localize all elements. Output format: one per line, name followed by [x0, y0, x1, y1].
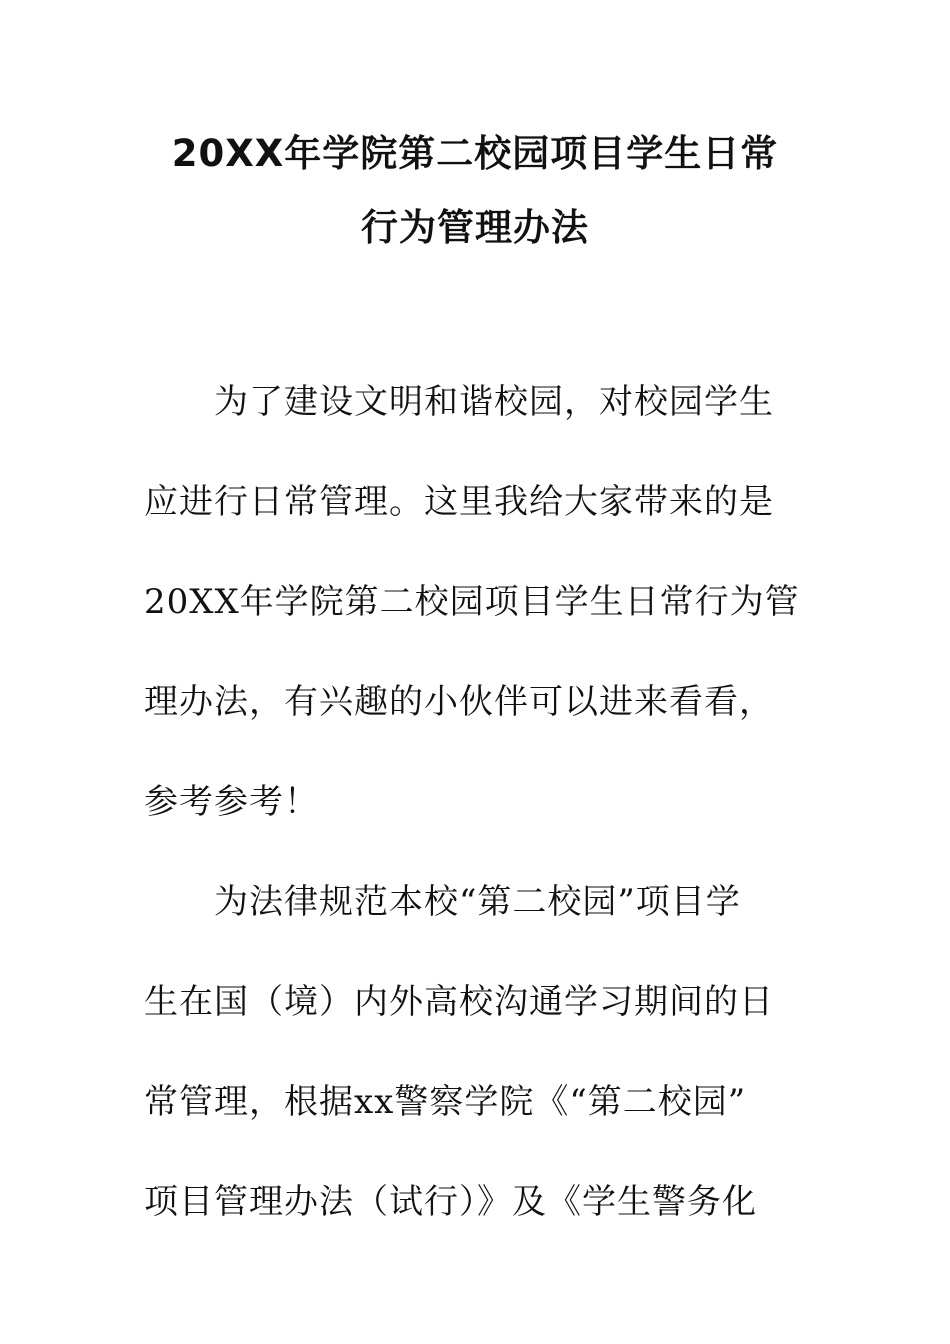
paragraph-line: 应进行日常管理。这里我给大家带来的是 — [144, 482, 774, 522]
paragraph-line: 项目管理办法（试行）》及《学生警务化 — [144, 1182, 757, 1222]
paragraph-line: 理办法，有兴趣的小伙伴可以进来看看， — [144, 682, 774, 722]
paragraph-line: 为法律规范本校“第二校园”项目学 — [214, 882, 741, 922]
paragraph-line: 生在国（境）内外高校沟通学习期间的日 — [144, 982, 774, 1022]
paragraph-line: 常管理，根据xx警察学院《“第二校园” — [144, 1082, 747, 1122]
paragraph-line: 为了建设文明和谐校园，对校园学生 — [214, 382, 774, 422]
paragraph-line: 参考参考！ — [144, 782, 319, 822]
paragraph-line: 20XX年学院第二校园项目学生日常行为管 — [144, 582, 800, 622]
document-title-line-1: 20XX年学院第二校园项目学生日常 — [171, 132, 779, 175]
document-title-line-2: 行为管理办法 — [361, 206, 589, 249]
